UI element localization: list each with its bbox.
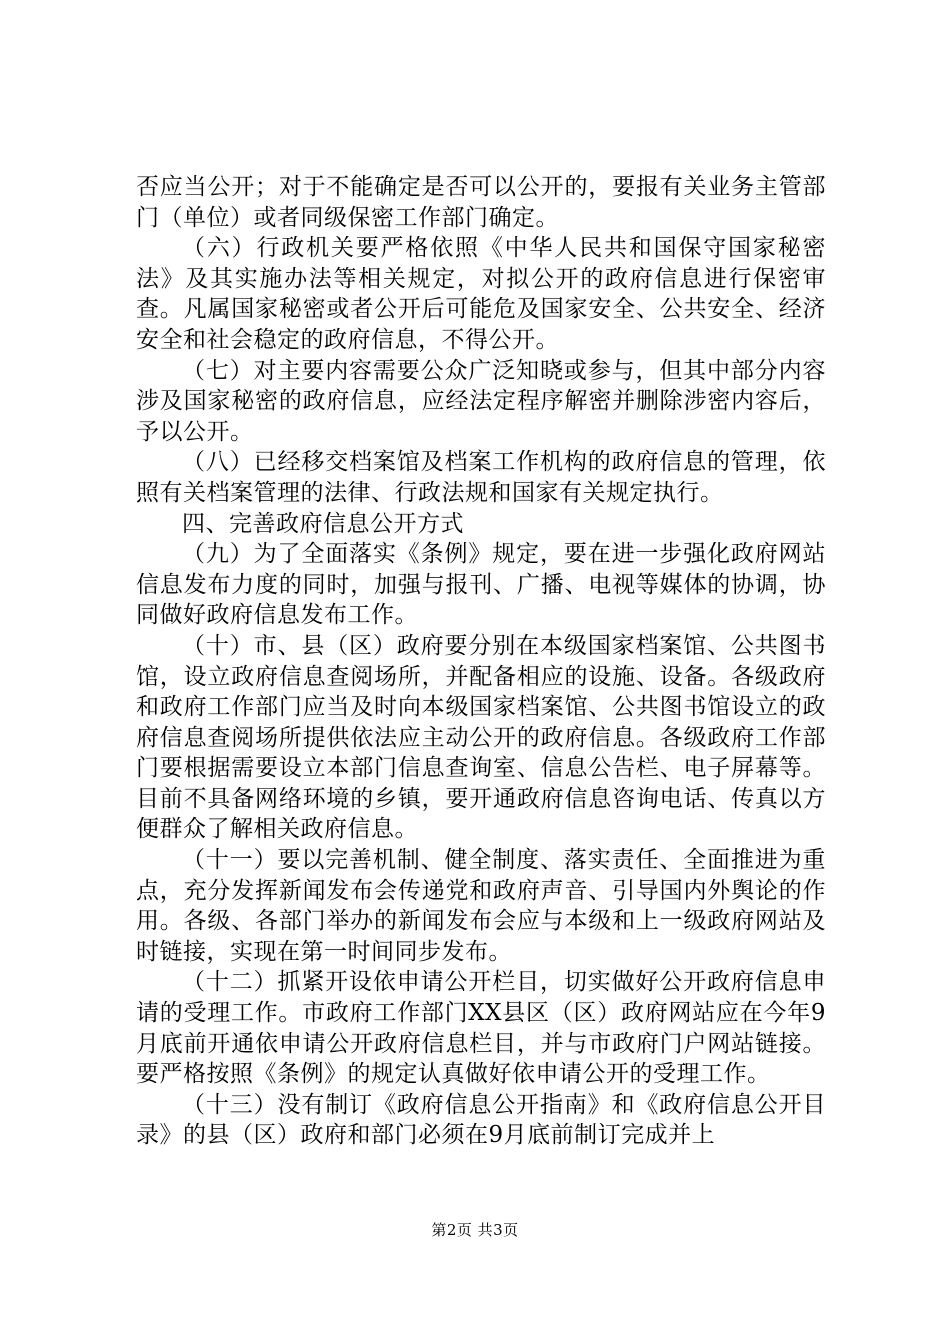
paragraph-9: （十三）没有制订《政府信息公开指南》和《政府信息公开目录》的县（区）政府和部门必须在9月底前制订完成并上	[136, 1091, 826, 1149]
paragraph-6: （十）市、县（区）政府要分别在本级国家档案馆、公共图书馆，设立政府信息查阅场所，并配备相应的设施、设备。各级政府和政府工作部门应当及时向本级国家档案馆、公共图书馆设立的政府信息查阅场所提供依法应主动公开的政府信息。各级政府工作部门要根据需要设立本部门信息查询室、信息公告栏、电子屏幕等。目前不具备网络环境的乡镇，要开通政府信息咨询电话、传真以方便群众了解相关政府信息。	[136, 632, 826, 843]
paragraph-4: （八）已经移交档案馆及档案工作机构的政府信息的管理，依照有关档案管理的法律、行政法规和国家有关规定执行。	[136, 449, 826, 506]
page-number-footer: 第2页 共3页	[431, 1221, 519, 1239]
paragraph-8: （十二）抓紧开设依申请公开栏目，切实做好公开政府信息申请的受理工作。市政府工作部门XX县区（区）政府网站应在今年9月底前开通依申请公开政府信息栏目，并与市政府门户网站链接。要严格按照《条例》的规定认真做好依申请公开的受理工作。	[136, 969, 826, 1088]
paragraph-1: 否应当公开；对于不能确定是否可以公开的，要报有关业务主管部门（单位）或者同级保密工作部门确定。	[136, 174, 826, 231]
paragraph-2: （六）行政机关要严格依照《中华人民共和国保守国家秘密法》及其实施办法等相关规定，对拟公开的政府信息进行保密审查。凡属国家秘密或者公开后可能危及国家安全、公共安全、经济安全和社会稳定的政府信息，不得公开。	[136, 235, 826, 353]
paragraph-7: （十一）要以完善机制、健全制度、落实责任、全面推进为重点，充分发挥新闻发布会传递党和政府声音、引导国内外舆论的作用。各级、各部门举办的新闻发布会应与本级和上一级政府网站及时链接，实现在第一时间同步发布。	[136, 847, 826, 965]
section-heading: 四、完善政府信息公开方式	[182, 510, 464, 537]
paragraph-3: （七）对主要内容需要公众广泛知晓或参与，但其中部分内容涉及国家秘密的政府信息，应经法定程序解密并删除涉密内容后，予以公开。	[136, 357, 826, 445]
document-body	[136, 172, 826, 1151]
paragraph-5: （九）为了全面落实《条例》规定，要在进一步强化政府网站信息发布力度的同时，加强与报刊、广播、电视等媒体的协调，协同做好政府信息发布工作。	[136, 541, 826, 629]
